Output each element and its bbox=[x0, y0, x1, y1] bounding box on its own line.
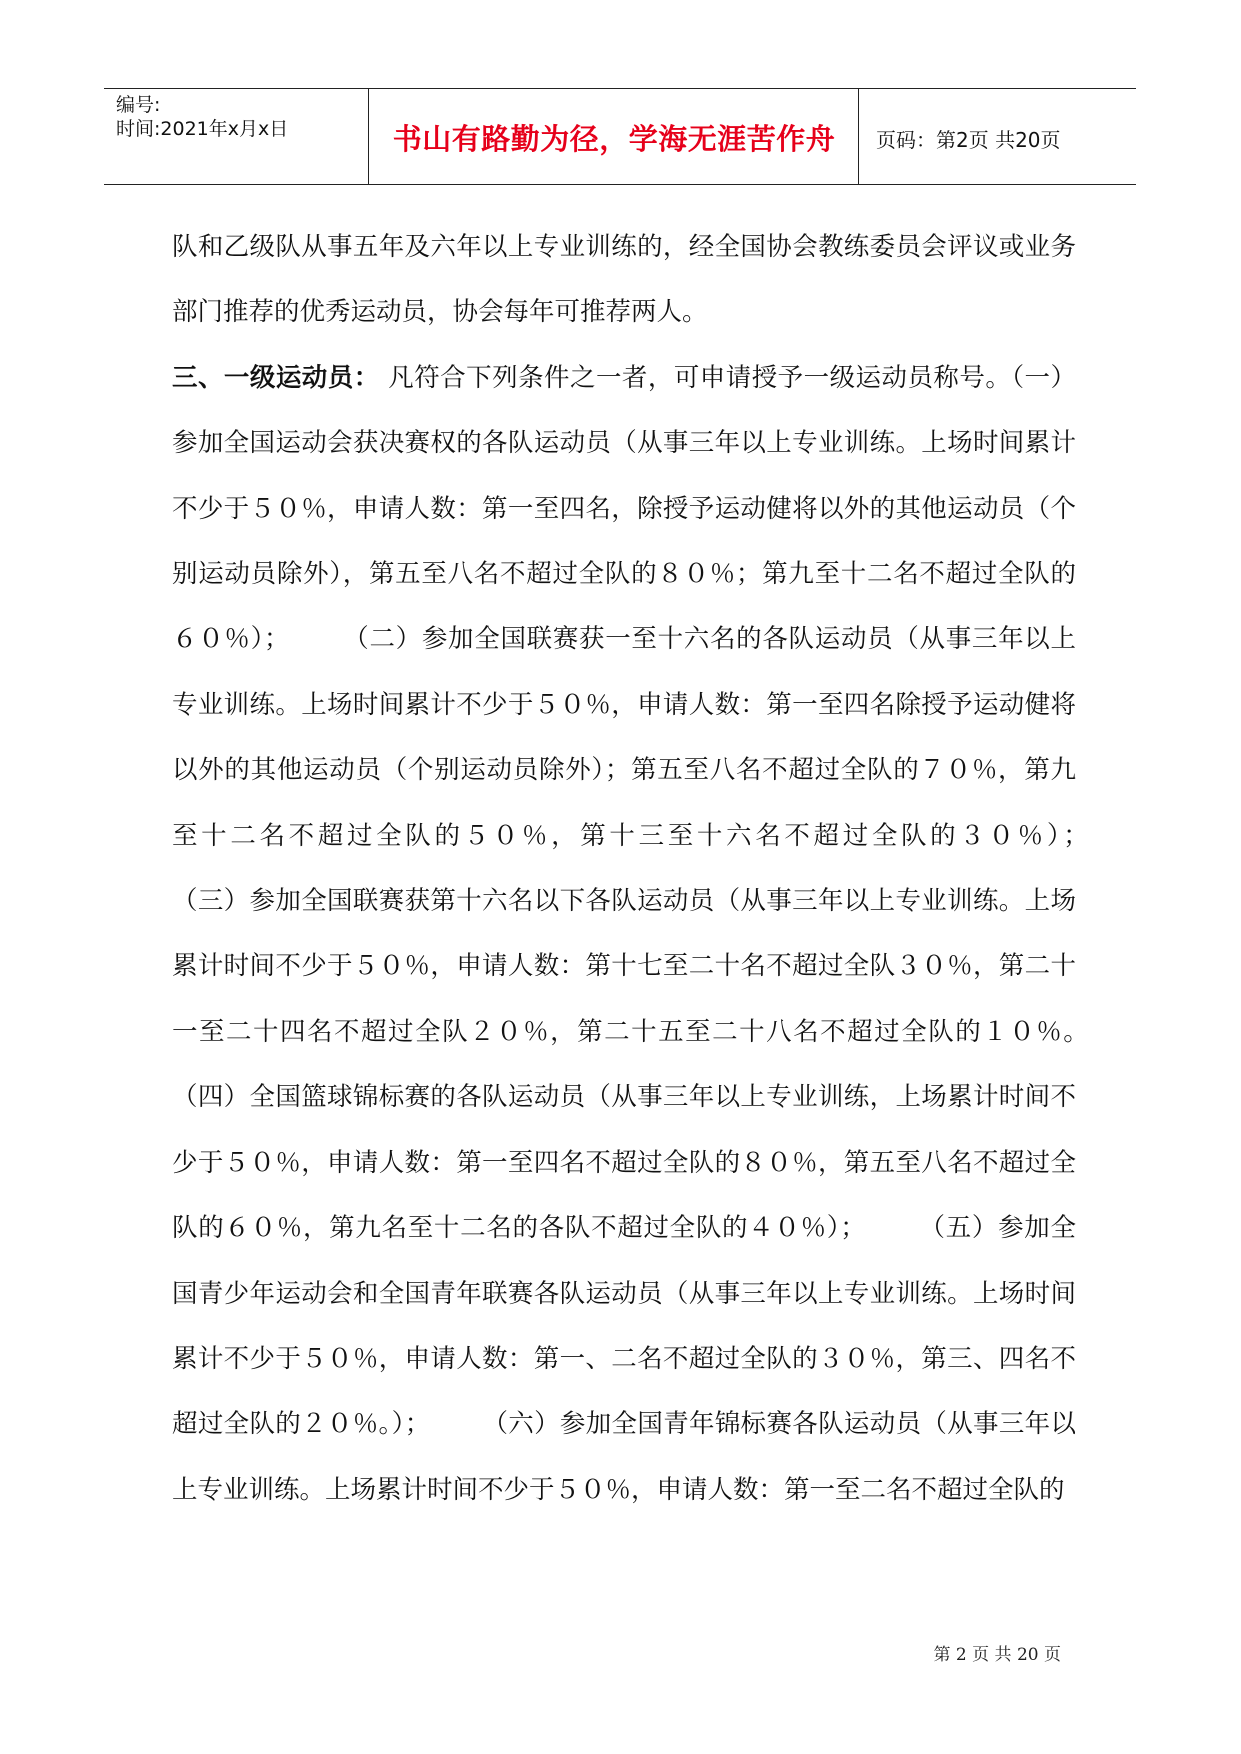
header-divider bbox=[858, 89, 859, 184]
document-number-label: 编号: bbox=[116, 94, 161, 116]
header-meta bbox=[116, 93, 366, 141]
document-time-label: 时间:2021年x月x日 bbox=[116, 118, 289, 140]
section-spacer bbox=[380, 363, 389, 393]
header-divider bbox=[368, 89, 369, 184]
body-paragraph: 队和乙级队从事五年及六年以上专业训练的，经全国协会教练委员会评议或业务部门推荐的优秀运动员，协会每年可推荐两人。 bbox=[172, 232, 1076, 328]
page-footer: 第 2 页 共 20 页 bbox=[933, 1645, 1061, 1665]
section-text: 凡符合下列条件之一者，可申请授予一级运动员称号。（一）参加全国运动会获决赛权的各队运动员（从事三年以上专业训练。上场时间累计不少于５０％，申请人数：第一至四名，除授予运动健将以外的其他运动员（个别运动员除外），第五至八名不超过全队的８０％；第九至十二名不超过全队的６０％）； （二）参加全国联赛获一至十六名的各队运动员（从事三年以上专业训练。上场时间累计不少于５０％，申请人数：第一至四名除授予运动健将以外的其他运动员（个别运动员除外）；第五至八名不超过全队的７０％，第九至十二名不超过全队的５０％，第十三至十六名不超过全队的３０％）； （三）参加全国联赛获第十六名以下各队运动员（从事三年以上专业训练。上场累计时间不少于５０％，申请人数：第十七至二十名不超过全队３０％，第二十一至二十四名不超过全队２０％，第二十五至二十八名不超过全队的１０％。 （四）全国篮球锦标赛的各队运动员（从事三年以上专业训练，上场累计时间不少于５０％，申请人数：第一至四名不超过全队的８０％，第五至八名不超过全队的６０％，第九名至十二名的各队不超过全队的４０％）； （五）参加全国青少年运动会和全国青年联赛各队运动员（从事三年以上专业训练。上场时间累计不少于５０％，申请人数：第一、二名不超过全队的３０％，第三、四名不超过全队的２０％。）； （六）参加全国青年锦标赛各队运动员（从事三年以上专业训练。上场累计时间不少于５０％，申请人数：第一至二名不超过全队的 bbox=[172, 362, 1153, 1505]
section-paragraph bbox=[172, 346, 1153, 1523]
document-body bbox=[172, 215, 1153, 1523]
header-page-info: 页码：第2页 共20页 bbox=[876, 128, 1061, 152]
page-header bbox=[104, 88, 1136, 185]
section-title: 三、一级运动员： bbox=[172, 362, 380, 393]
header-motto: 书山有路勤为径，学海无涯苦作舟 bbox=[392, 122, 836, 156]
